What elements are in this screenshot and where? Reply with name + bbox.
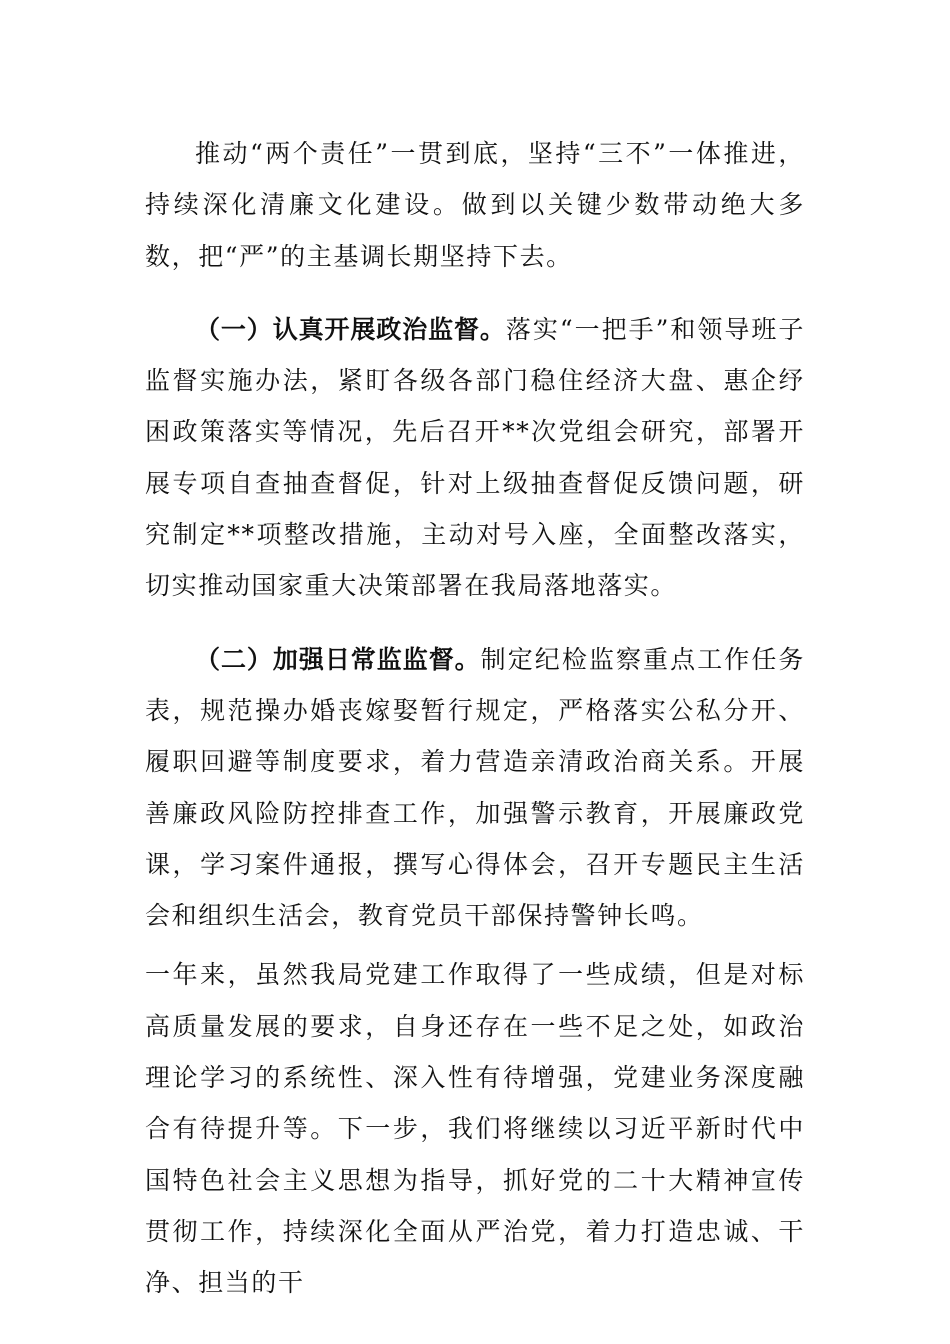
paragraph-two-responsibilities <box>145 128 805 282</box>
paragraph-daily-supervision <box>145 634 805 942</box>
paragraph-text: 制定纪检监察重点工作任务表，规范操办婚丧嫁娶暂行规定，严格落实公私分开、履职回避等制度要求，着力营造亲清政治商关系。开展善廉政风险防控排查工作，加强警示教育，开展廉政党课，学习案件通报，撰写心得体会，召开专题民主生活会和组织生活会，教育党员干部保持警钟长鸣。 <box>145 644 805 931</box>
paragraph-summary <box>145 949 805 1308</box>
paragraph-text: 落实“一把手”和领导班子监督实施办法，紧盯各级各部门稳住经济大盘、惠企纾困政策落实等情况，先后召开**次党组会研究，部署开展专项自查抽查督促，针对上级抽查督促反馈问题，研究制定**项整改措施，主动对号入座，全面整改落实，切实推动国家重大决策部署在我局落地落实。 <box>145 314 805 601</box>
section-heading-political-supervision: （一）认真开展政治监督。 <box>195 314 506 344</box>
document-body <box>145 128 805 1309</box>
section-heading-daily-supervision: （二）加强日常监监督。 <box>195 644 481 674</box>
paragraph-text: 一年来，虽然我局党建工作取得了一些成绩，但是对标高质量发展的要求，自身还存在一些不足之处，如政治理论学习的系统性、深入性有待增强，党建业务深度融合有待提升等。下一步，我们将继续以习近平新时代中国特色社会主义思想为指导，抓好党的二十大精神宣传贯彻工作，持续深化全面从严治党，着力打造忠诚、干净、担当的干 <box>145 960 805 1298</box>
paragraph-political-supervision <box>145 304 805 612</box>
paragraph-text: 推动“两个责任”一贯到底，坚持“三不”一体推进，持续深化清廉文化建设。做到以关键少数带动绝大多数，把“严”的主基调长期坚持下去。 <box>145 139 805 271</box>
